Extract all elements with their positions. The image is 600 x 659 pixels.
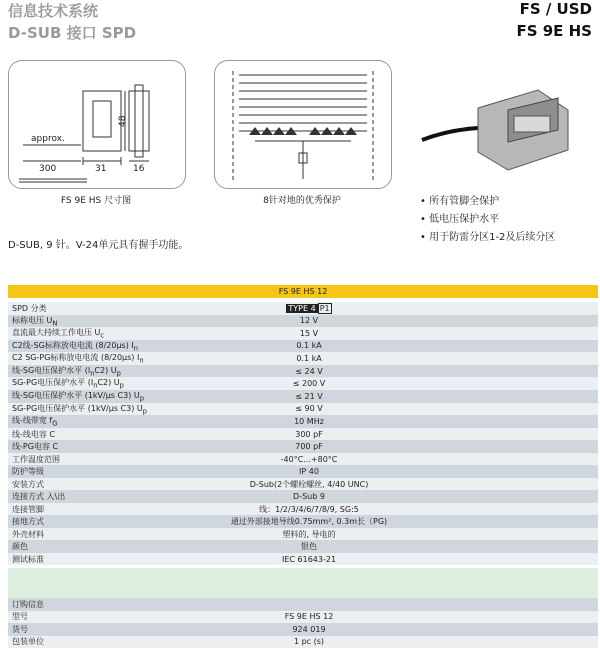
table-row: SG-PG电压保护水平 $(I_nC2)$ $U_p$ ≤ 200 V (8, 377, 598, 390)
spec-table-title: FS 9E HS 12 (8, 285, 598, 298)
category-title: 信息技术系统 (8, 2, 99, 20)
feature-list (420, 193, 555, 247)
table-row: 安装方式 D-Sub(2个螺栓螺丝, 4/40 UNC) (8, 478, 598, 491)
order-title: 订购信息 (8, 598, 166, 611)
table-row: 货号 924 019 (8, 623, 598, 636)
circuit-caption: 8针对地的优秀保护 (263, 196, 341, 206)
table-row: 直流最大持续工作电压 $U_c$ 15 V (8, 327, 598, 340)
circuit-diagram (215, 61, 391, 188)
feature-item: • 低电压保护水平 (420, 214, 500, 225)
order-table (8, 598, 598, 648)
spd-type-badge: TYPE 4 (288, 303, 316, 313)
feature-item: • 用于防雷分区1-2及后续分区 (420, 232, 556, 243)
feature-item: • 所有管脚全保护 (420, 196, 500, 207)
table-row: 标称电压 $U_N$ 12 V (8, 315, 598, 328)
header-row-2 (8, 22, 592, 44)
table-row: C2 SG-PG标称放电电流 (8/20μs) $I_n$ 0.1 kA (8, 352, 598, 365)
table-row: 线-PG电容 C 700 pF (8, 440, 598, 453)
dimension-drawing-box (8, 60, 186, 189)
table-row: 测试标准 IEC 61643-21 (8, 553, 598, 566)
spd-class-value (166, 302, 598, 315)
table-row: 线-线电容 C 300 pF (8, 428, 598, 441)
approx-label: approx. (31, 134, 65, 144)
dimension-drawing (9, 61, 185, 188)
product-subtitle: D-SUB 接口 SPD (8, 24, 137, 42)
table-row: 防护等级 IP 40 (8, 465, 598, 478)
table-row: 工作温度范围 -40°C...+80°C (8, 453, 598, 466)
order-divider (8, 568, 598, 598)
table-row (8, 302, 598, 315)
table-row: 颜色 银色 (8, 540, 598, 553)
model-title: FS 9E HS (516, 22, 592, 40)
table-row: 连接管脚 线：1/2/3/4/6/7/8/9, SG:5 (8, 503, 598, 516)
series-title: FS / USD (519, 0, 592, 18)
table-row: 外壳材料 塑料的, 导电的 (8, 528, 598, 541)
spd-class-label: SPD 分类 (8, 302, 166, 315)
table-row: 线-线带宽 $f_G$ 10 MHz (8, 415, 598, 428)
table-row: C2线-SG标称放电电流 (8/20μs) $I_n$ 0.1 kA (8, 340, 598, 353)
table-row: 线-SG电压保护水平 $(I_nC2)$ $U_p$ ≤ 24 V (8, 365, 598, 378)
spec-table (8, 302, 598, 565)
product-photo (418, 70, 598, 180)
table-row: 型号 FS 9E HS 12 (8, 611, 598, 624)
circuit-diagram-box (214, 60, 392, 189)
spd-p-badge: P1 (319, 303, 330, 313)
dim-300-label: 300 (39, 164, 57, 174)
table-row: 包装单位 1 pc (s) (8, 636, 598, 649)
product-image (418, 70, 598, 180)
table-row (8, 598, 598, 611)
header-row-1 (8, 0, 592, 22)
table-row: 线-SG电压保护水平 (1kV/μs C3) $U_p$ ≤ 21 V (8, 390, 598, 403)
table-row: 连接方式 入\出 D-Sub 9 (8, 490, 598, 503)
dim-16-label: 16 (133, 164, 145, 174)
product-description: D-SUB, 9 针。V-24单元具有握手功能。 (8, 240, 189, 251)
dimension-caption: FS 9E HS 尺寸图 (60, 196, 132, 206)
table-row: SG-PG电压保护水平 (1kV/μs C3) $U_p$ ≤ 90 V (8, 403, 598, 416)
dim-31-label: 31 (95, 164, 107, 174)
table-row: 接地方式 通过外部接地导线0.75mm², 0.3m长（PG) (8, 515, 598, 528)
dim-48-label: 48 (118, 115, 128, 127)
